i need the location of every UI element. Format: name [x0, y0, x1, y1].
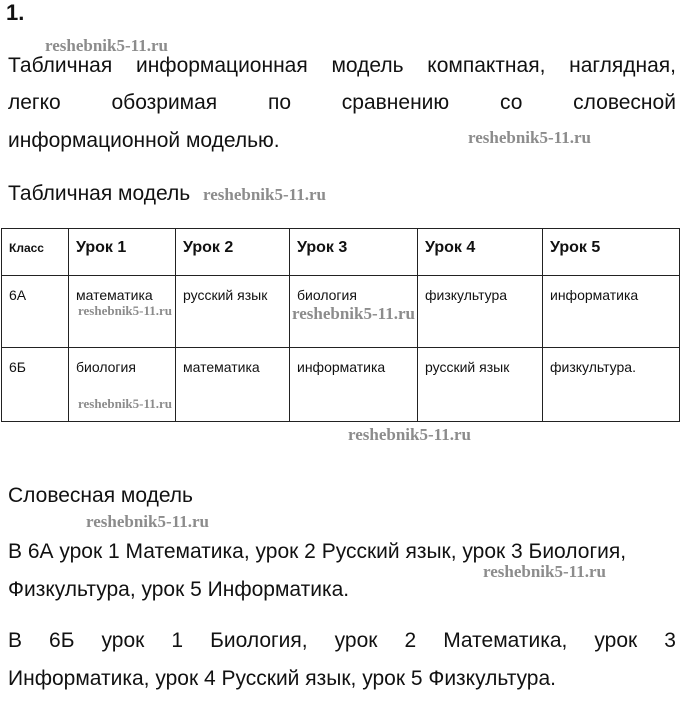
watermark: reshebnik5-11.ru — [86, 512, 209, 531]
word: компактная, — [427, 54, 546, 77]
word: 3 — [664, 629, 676, 652]
word: Биология, — [210, 629, 308, 652]
table-cell: информатика — [290, 348, 418, 422]
table-cell: русский язык — [176, 276, 290, 348]
watermark: reshebnik5-11.ru — [78, 303, 173, 318]
word: модель — [331, 54, 404, 77]
table-cell: математика — [176, 348, 290, 422]
watermark: reshebnik5-11.ru — [78, 396, 173, 411]
table-cell: информатика — [543, 276, 680, 348]
table-header-row — [2, 229, 680, 276]
intro-line-2 — [8, 92, 676, 113]
table-cell: биология — [69, 348, 176, 422]
word: словесной — [573, 91, 676, 114]
table-cell: русский язык — [418, 348, 543, 422]
word: урок — [594, 629, 638, 652]
word: Табличная — [8, 54, 113, 77]
verbal-6a-line-1: В 6А урок 1 Математика, урок 2 Русский язык, урок 3 Биология, — [8, 540, 627, 563]
verbal-6b-line-1 — [8, 630, 676, 651]
word: со — [499, 91, 523, 114]
table-cell: математика — [69, 276, 176, 348]
word: легко — [8, 91, 61, 114]
verbal-6a-line-2: Физкультура, урок 5 Информатика. — [8, 578, 350, 601]
word: по — [267, 91, 292, 114]
word: 6Б — [49, 629, 75, 652]
table-cell: физкультура — [418, 276, 543, 348]
watermark: reshebnik5-11.ru — [45, 36, 168, 55]
watermark: reshebnik5-11.ru — [468, 128, 591, 147]
table-cell: физкультура. — [543, 348, 680, 422]
word: сравнению — [341, 91, 450, 114]
word: урок — [334, 629, 378, 652]
header-cell: Урок 5 — [543, 229, 680, 276]
watermark: reshebnik5-11.ru — [292, 304, 415, 323]
header-cell: Урок 1 — [69, 229, 176, 276]
table-title: Табличная модель — [8, 182, 191, 205]
table-cell: биология — [290, 276, 418, 348]
header-cell: Урок 2 — [176, 229, 290, 276]
word: наглядная, — [569, 54, 676, 77]
watermark: reshebnik5-11.ru — [483, 562, 606, 581]
header-cell: Урок 4 — [418, 229, 543, 276]
watermark: reshebnik5-11.ru — [203, 185, 326, 204]
word: 1 — [171, 629, 184, 652]
word: 2 — [404, 629, 417, 652]
word: урок — [101, 629, 145, 652]
lessons-table — [1, 228, 680, 422]
verbal-title: Словесная модель — [8, 484, 194, 507]
header-cell: Класс — [2, 229, 69, 276]
watermark: reshebnik5-11.ru — [348, 425, 471, 444]
word: информационная — [135, 54, 308, 77]
task-number: 1. — [6, 0, 25, 25]
word: обозримая — [111, 91, 218, 114]
intro-line-1 — [8, 55, 676, 76]
table-cell: 6А — [2, 276, 69, 348]
word: В — [8, 629, 23, 652]
verbal-6b-line-2: Информатика, урок 4 Русский язык, урок 5 Физкультура. — [8, 667, 556, 690]
intro-line-3: информационной моделью. — [8, 129, 280, 152]
table-cell: 6Б — [2, 348, 69, 422]
word: Математика, — [443, 629, 568, 652]
header-cell: Урок 3 — [290, 229, 418, 276]
